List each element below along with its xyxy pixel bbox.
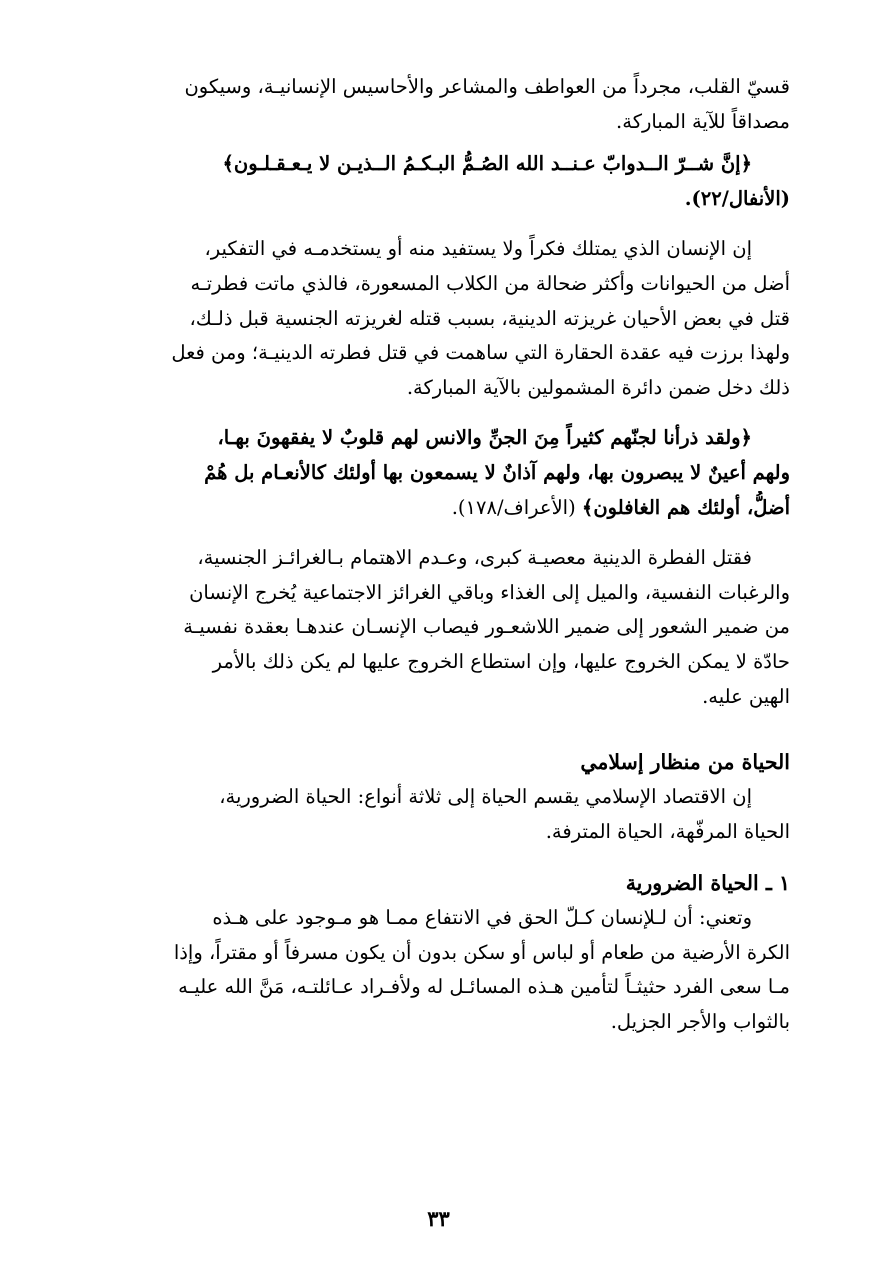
text-line: قسيّ القلب، مجرداً من العواطف والمشاعر والأحاسيس الإنسانيـة، وسيكون <box>184 75 790 98</box>
paragraph-1 <box>90 70 790 139</box>
text-line: ولهذا برزت فيه عقدة الحقارة التي ساهمت في قتل فطرته الدينيـة؛ ومن فعل <box>171 341 790 365</box>
verse-text: ولهم أعينٌ لا يبصرون بها، ولهم آذانٌ لا يسمعون بها أولئك كالأنعـام بل هُمْ <box>204 460 790 484</box>
text-line: الحياة المرفّهة، الحياة المترفة. <box>545 819 790 843</box>
paragraph-5 <box>90 901 790 1039</box>
verse-reference: (الأعراف/١٧٨). <box>451 495 576 519</box>
text-line: وتعني: أن لـلإنسان كـلّ الحق في الانتفاع ممـا هو مـوجود على هـذه <box>212 906 752 930</box>
verse-text: أضلُّ، أولئك هم الغافلون﴾ <box>581 495 790 519</box>
quran-verse-1 <box>90 147 790 216</box>
verse-text: ﴿ولقد ذرأنا لجنّهم كثيراً مِنَ الجنِّ والانس لهم قلوبٌ لا يفقهونَ بهـا، <box>217 426 752 450</box>
text-line: إن الاقتصاد الإسلامي يقسم الحياة إلى ثلاثة أنواع: الحياة الضرورية، <box>219 785 752 809</box>
text-line: الكرة الأرضية من طعام أو لباس أو سكن بدون أن يكون مسرفاً أو مقتراً، وإذا <box>173 940 790 964</box>
paragraph-3 <box>90 541 790 714</box>
text-line: حادّة لا يمكن الخروج عليها، وإن استطاع الخروج عليها لم يكن ذلك بالأمر <box>212 649 790 673</box>
text-line: مصداقاً للآية المباركة. <box>616 109 790 133</box>
text-line: فقتل الفطرة الدينية معصيـة كبرى، وعـدم الاهتمام بـالغرائـز الجنسية، <box>197 546 752 570</box>
text-line: مـا سعى الفرد حثيثـاً لتأمين هـذه المسائـل له ولأفـراد عـائلتـه، مَنَّ الله عليـه <box>178 975 790 999</box>
subsection-heading: ١ ـ الحياة الضرورية <box>625 871 790 896</box>
text-line: ذلك دخل ضمن دائرة المشمولين بالآية المباركة. <box>406 375 790 399</box>
paragraph-2 <box>90 232 790 405</box>
verse-reference: (الأنفال/٢٢). <box>684 186 790 210</box>
text-line: والرغبات النفسية، والميل إلى الغذاء وباقي الغرائز الاجتماعية يُخرج الإنسان <box>189 580 790 604</box>
quran-verse-2 <box>90 421 790 525</box>
text-line: بالثواب والأجر الجزيل. <box>610 1010 790 1034</box>
text-line: إن الإنسان الذي يمتلك فكراً ولا يستفيد منه أو يستخدمـه في التفكير، <box>204 237 752 261</box>
verse-last-line <box>90 491 790 526</box>
paragraph-4 <box>90 780 790 849</box>
verse-text: ﴿إنَّ شــرّ الــدوابّ عـنــد الله الصُـمُّ البـكـمُ الــذيـن لا يـعـقـلـون﴾ <box>222 152 752 176</box>
page-body <box>90 70 790 1040</box>
text-line: قتل في بعض الأحيان غريزته الدينية، بسبب قتله لغريزته الجنسية قبل ذلـك، <box>189 306 790 330</box>
text-line: أضل من الحيوانات وأكثر ضحالة من الكلاب المسعورة، فالذي ماتت فطرتـه <box>190 271 790 295</box>
section-heading: الحياة من منظار إسلامي <box>580 750 790 775</box>
page-number: ٣٣ <box>427 1206 450 1231</box>
text-line: من ضمير الشعور إلى ضمير اللاشعـور فيصاب الإنسـان عندهـا بعقدة نفسيـة <box>183 615 790 639</box>
text-line: الهين عليه. <box>702 684 790 708</box>
